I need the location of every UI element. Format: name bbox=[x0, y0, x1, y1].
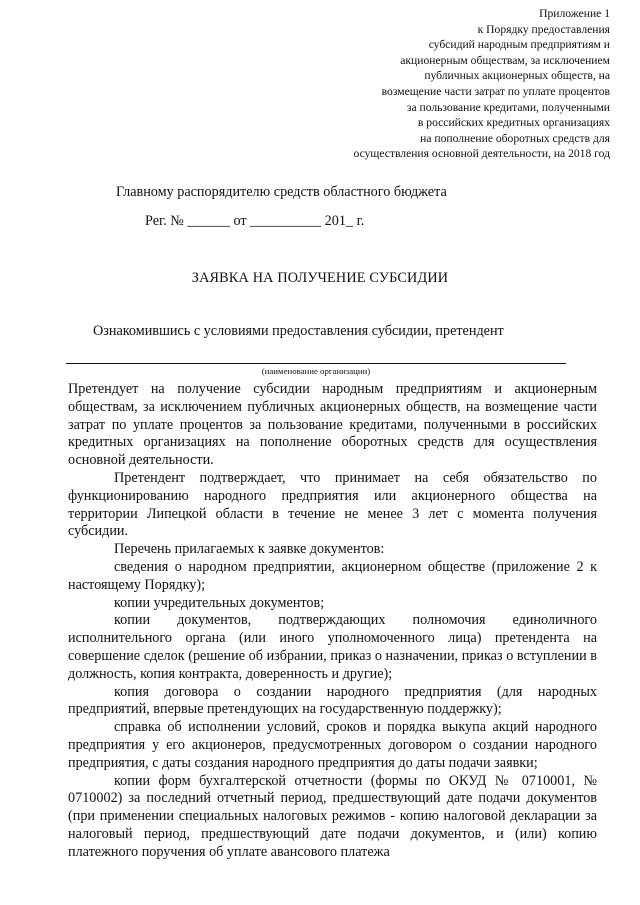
body-paragraph: копии документов, подтверждающих полномочия единоличного исполнительного органа (или иного уполномоченного лица) претендента на совершение сделок (решение об избрании, приказ о назначении, приказ о вступлении в должность, копия контракта, доверенность и другие); bbox=[68, 612, 597, 682]
registration-line: Рег. № ______ от __________ 201_ г. bbox=[145, 213, 365, 229]
appendix-line: в российских кредитных организациях bbox=[417, 116, 610, 130]
body-paragraph: копии форм бухгалтерской отчетности (формы по ОКУД № 0710001, № 0710002) за последний отчетный период, предшествующий дате подачи документов (при применении специальных налоговых режимов - копию налоговой декларации за налоговый период, предшествующий дате подачи документов, и (или) копию платежного поручения об уплате авансового платежа bbox=[68, 772, 597, 860]
document-title: ЗАЯВКА НА ПОЛУЧЕНИЕ СУБСИДИИ bbox=[191, 270, 449, 286]
appendix-line: к Порядку предоставления bbox=[477, 22, 610, 36]
organization-name-caption: (наименование организации) bbox=[261, 366, 371, 376]
appendix-line: акционерным обществам, за исключением bbox=[400, 53, 610, 67]
body-paragraph: Перечень прилагаемых к заявке документов: bbox=[114, 541, 385, 558]
organization-name-line bbox=[66, 363, 566, 364]
body-paragraph: копия договора о создании народного предприятия (для народных предприятий, впервые претендующих на государственную поддержку); bbox=[68, 683, 597, 718]
body-paragraph: Претендует на получение субсидии народным предприятиям и акционерным обществам, за исключением публичных акционерных обществ, на возмещение части затрат по уплате процентов за пользование кредитами, полученными в российских кредитных организациях на пополнение оборотных средств для осуществления основной деятельности. bbox=[68, 381, 597, 469]
appendix-line: осуществления основной деятельности, на 2018 год bbox=[353, 147, 610, 161]
body-paragraph: сведения о народном предприятии, акционерном обществе (приложение 2 к настоящему Порядку); bbox=[68, 558, 597, 593]
appendix-line: Приложение 1 bbox=[539, 7, 610, 20]
document-body bbox=[68, 381, 597, 862]
appendix-line: на пополнение оборотных средств для bbox=[420, 131, 610, 145]
appendix-line: субсидий народным предприятиям и bbox=[428, 38, 610, 52]
body-paragraph: справка об исполнении условий, сроков и порядка выкупа акций народного предприятия у его акционеров, предусмотренных договором о создании народного предприятия, с даты создания народного предприятия до даты подачи заявки; bbox=[68, 719, 597, 771]
appendix-line: возмещение части затрат по уплате процентов bbox=[381, 84, 610, 98]
appendix-line: за пользование кредитами, полученными bbox=[406, 100, 610, 114]
recipient-line: Главному распорядителю средств областного бюджета bbox=[116, 184, 447, 200]
body-paragraph: копии учредительных документов; bbox=[114, 594, 325, 611]
appendix-line: публичных акционерных обществ, на bbox=[424, 69, 610, 83]
body-paragraph: Претендент подтверждает, что принимает на себя обязательство по функционированию народного предприятия или акционерного общества на территории Липецкой области в течение не менее 3 лет с момента получения субсидии. bbox=[68, 469, 597, 540]
appendix-header bbox=[354, 6, 610, 162]
intro-text: Ознакомившись с условиями предоставления субсидии, претендент bbox=[93, 323, 504, 339]
